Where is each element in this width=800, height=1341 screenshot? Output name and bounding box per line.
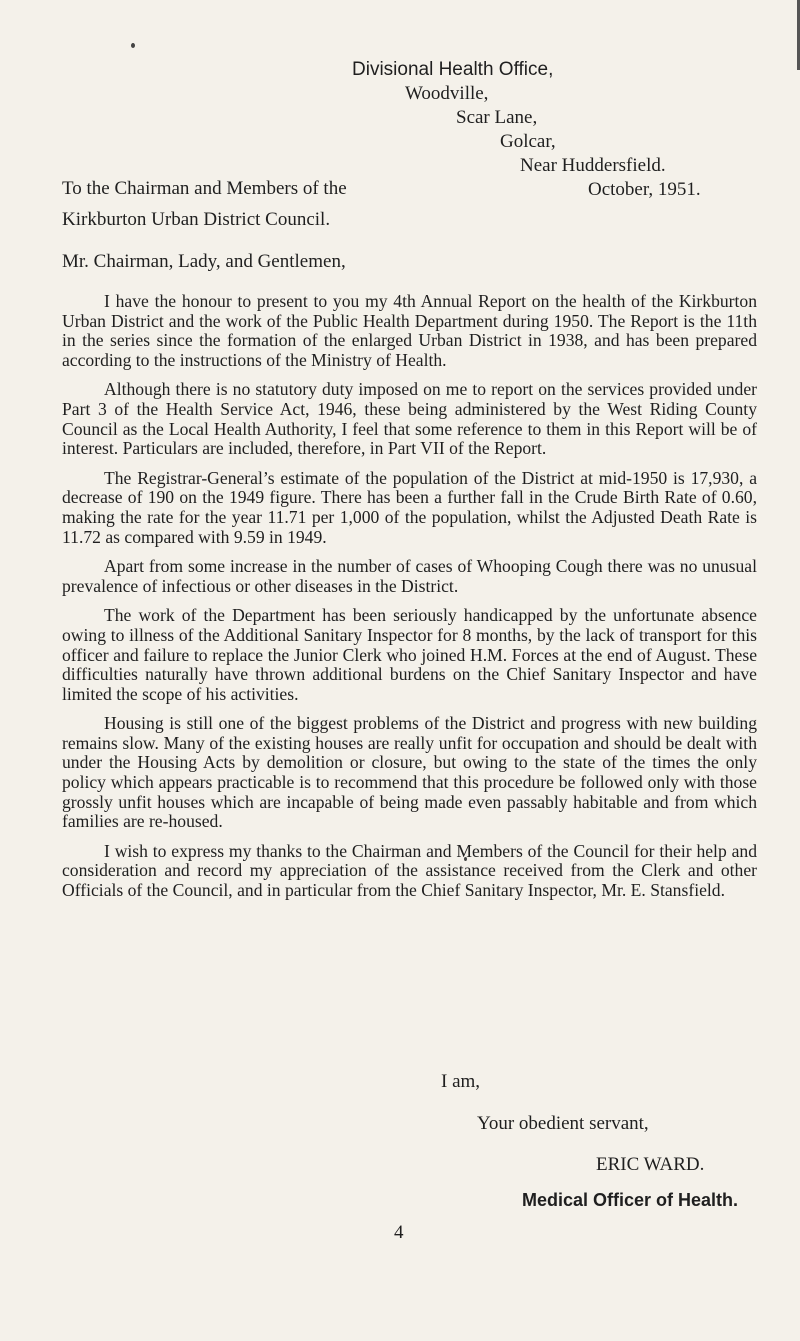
addressee-line: Kirkburton Urban District Council. — [62, 209, 331, 230]
valediction: Your obedient servant, — [477, 1113, 649, 1134]
closing-i-am: I am, — [441, 1071, 481, 1092]
office-name: Divisional Health Office, — [352, 59, 554, 80]
paragraph: The Registrar-General’s estimate of the population of the District at mid-1950 is 17,930, a decrease of 190 on the 1949 figure. There has been a further fall in the Crude Birth Rate of 0.60, making the rate for the year 11.71 per 1,000 of the population, whilst the Adjusted Death Rate is 11.72 as compared with 9.59 in 1949. — [62, 467, 757, 547]
letter-body — [62, 292, 757, 911]
paragraph: I have the honour to present to you my 4th Annual Report on the health of the Kirkburton Urban District and the work of the Public Health Department during 1950. The Report is the 11th in the series since the formation of the enlarged Urban District in 1938, and has been prepared according to the instructions of the Ministry of Health. — [62, 291, 757, 370]
paragraph: Apart from some increase in the number of cases of Whooping Cough there was no unusual prevalence of infectious or other diseases in the District. — [62, 556, 757, 596]
letter-date: October, 1951. — [588, 179, 701, 200]
ink-speck — [131, 43, 135, 48]
addressee — [62, 173, 347, 235]
addressee-line: To the Chairman and Members of the — [62, 178, 347, 199]
address-line: Scar Lane, — [456, 107, 538, 128]
salutation: Mr. Chairman, Lady, and Gentlemen, — [62, 251, 346, 272]
page-number: 4 — [394, 1222, 404, 1243]
paragraph: I wish to express my thanks to the Chairman and Members of the Council for their help and consideration and record my appreciation of the assistance received from the Clerk and other Officials of the Council, and in particular from the Chief Sanitary Inspector, Mr. E. Stansfield. — [62, 840, 757, 901]
paragraph: The work of the Department has been seriously handicapped by the unfortunate absence owing to illness of the Additional Sanitary Inspector for 8 months, by the lack of transport for this officer and failure to replace the Junior Clerk who joined H.M. Forces at the end of August. These difficulties naturally have thrown additional burdens on the Chief Sanitary Inspector and have limited the scope of his activities. — [62, 605, 757, 704]
address-line: Golcar, — [500, 131, 556, 152]
address-line: Woodville, — [405, 83, 489, 104]
paragraph: Housing is still one of the biggest problems of the District and progress with new building remains slow. Many of the existing houses are really unfit for occupation and should be dealt with under the Housing Acts by demolition or closure, but owing to the state of the times the only policy which appears practicable is to recommend that this procedure be followed only with those grossly unfit houses which are incapable of being made even passably habitable and from which families are re-housed. — [62, 713, 757, 832]
paragraph: Although there is no statutory duty imposed on me to report on the services provided under Part 3 of the Health Service Act, 1946, these being administered by the West Riding County Council as the Local Health Authority, I feel that some reference to them in this Report will be of interest. Particulars are included, therefore, in Part VII of the Report. — [62, 379, 757, 459]
letterhead-address — [352, 58, 701, 202]
signature: ERIC WARD. — [596, 1154, 705, 1175]
signatory-title: Medical Officer of Health. — [522, 1190, 739, 1210]
address-line: Near Huddersfield. — [520, 155, 666, 176]
